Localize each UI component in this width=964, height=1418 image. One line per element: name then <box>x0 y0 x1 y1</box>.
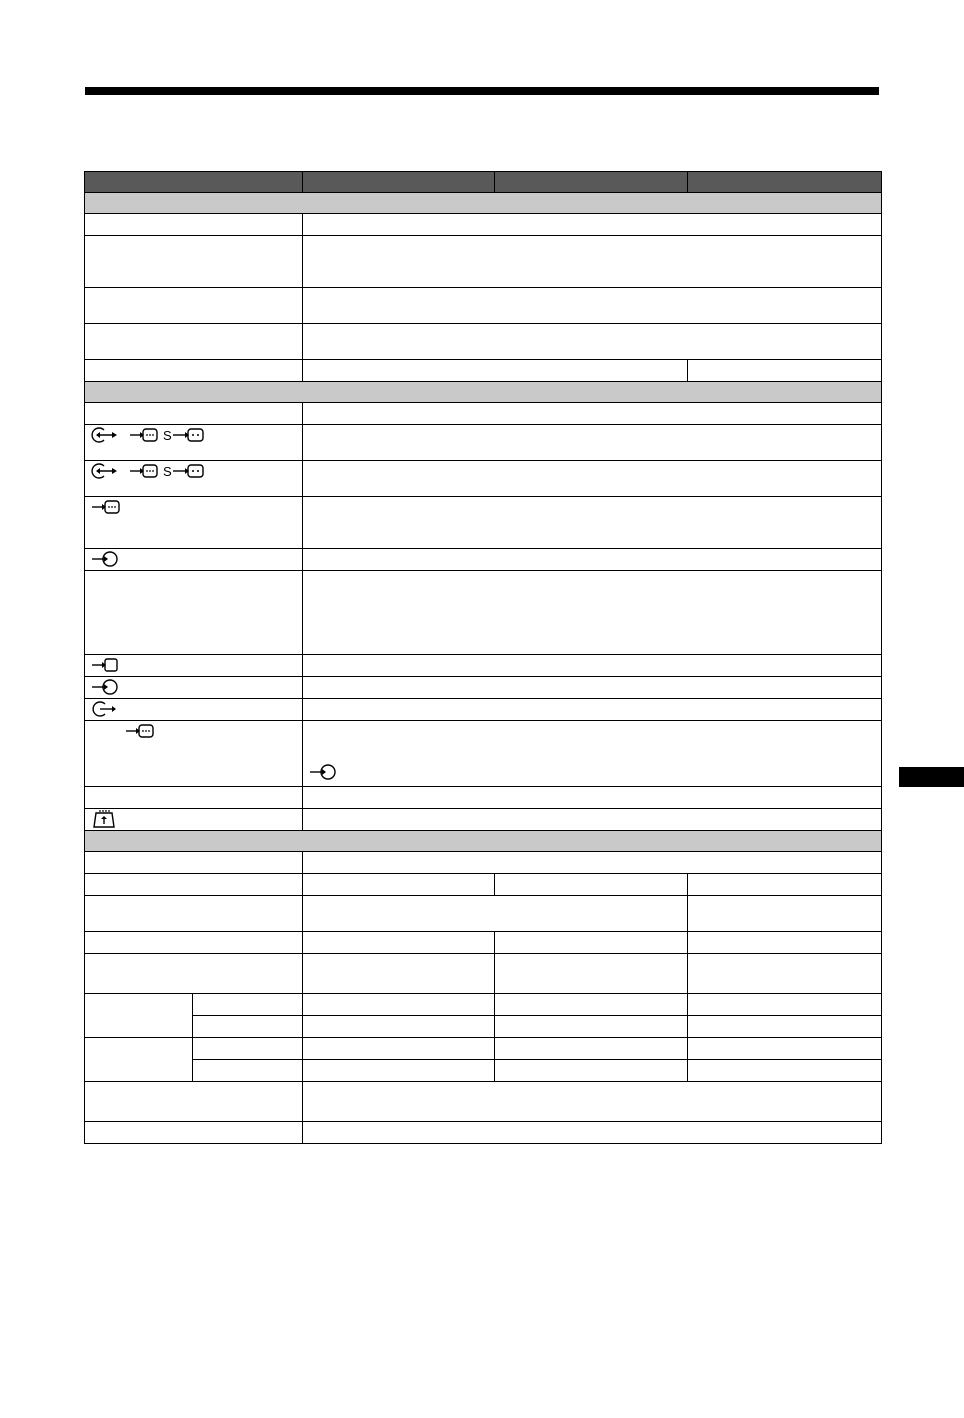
table-row <box>85 721 882 787</box>
section-row <box>85 382 882 403</box>
table-row <box>85 809 882 831</box>
table-row <box>85 1122 882 1144</box>
table-row <box>85 236 882 288</box>
specification-table <box>84 171 882 1144</box>
component-in-icon <box>91 656 121 674</box>
table-row <box>85 994 882 1016</box>
table-row <box>85 1082 882 1122</box>
pc-card-slot-icon <box>91 809 117 829</box>
table-row <box>85 461 882 497</box>
s-video-in-icon <box>163 426 205 444</box>
table-row <box>85 852 882 874</box>
audio-out-icon <box>91 700 121 718</box>
header-cell <box>495 172 688 193</box>
table-header-row <box>85 172 882 193</box>
video-in-icon <box>125 722 155 740</box>
av1-in-out-icon <box>91 426 125 444</box>
header-cell <box>303 172 495 193</box>
table-row <box>85 324 882 360</box>
table-row <box>85 360 882 382</box>
audio-in-icon <box>309 763 339 781</box>
table-row <box>85 1038 882 1060</box>
s-video-in-icon <box>163 462 205 480</box>
table-row <box>85 787 882 809</box>
side-tab <box>899 767 964 787</box>
table-row <box>85 214 882 236</box>
svg-text:S: S <box>163 464 172 479</box>
table-row <box>85 425 882 461</box>
table-row <box>85 699 882 721</box>
table-row <box>85 403 882 425</box>
table-row <box>85 677 882 699</box>
svg-text:S: S <box>163 428 172 443</box>
top-rule <box>85 87 879 95</box>
table-row <box>85 655 882 677</box>
table-row <box>85 1016 882 1038</box>
header-cell <box>85 172 303 193</box>
table-row <box>85 497 882 549</box>
table-row <box>85 954 882 994</box>
av2-in-out-icon <box>91 462 125 480</box>
table-row <box>85 1060 882 1082</box>
table-row <box>85 874 882 896</box>
audio-in-icon <box>91 550 121 568</box>
section-row <box>85 831 882 852</box>
table-row <box>85 932 882 954</box>
table-row <box>85 896 882 932</box>
video-in-icon <box>129 462 159 480</box>
table-row <box>85 288 882 324</box>
section-row <box>85 193 882 214</box>
table-row <box>85 549 882 571</box>
video-in-icon <box>91 498 121 516</box>
header-cell <box>688 172 882 193</box>
audio-in-icon <box>91 678 121 696</box>
table-row <box>85 571 882 655</box>
video-in-icon <box>129 426 159 444</box>
